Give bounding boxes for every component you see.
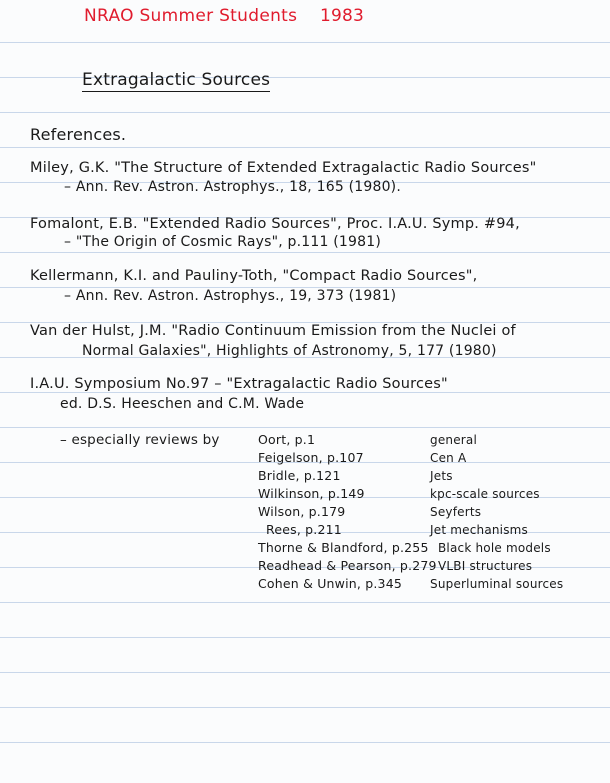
review-topic: Black hole models — [438, 541, 551, 555]
ruled-line — [0, 252, 610, 253]
review-topic: Superluminal sources — [430, 577, 564, 591]
review-name: Cohen & Unwin, p.345 — [258, 576, 403, 591]
ruled-line — [0, 637, 610, 638]
review-name: Bridle, p.121 — [258, 468, 341, 483]
reference-1-line-1: Miley, G.K. "The Structure of Extended Extragalactic Radio Sources" — [30, 160, 537, 176]
header-year: 1983 — [320, 6, 365, 26]
review-name: Oort, p.1 — [258, 432, 316, 447]
ruled-line — [0, 602, 610, 603]
reference-5-line-2: ed. D.S. Heeschen and C.M. Wade — [60, 396, 305, 412]
review-topic: Jet mechanisms — [430, 523, 529, 537]
reference-5-line-1: I.A.U. Symposium No.97 – "Extragalactic Radio Sources" — [30, 376, 448, 392]
reviews-lead: – especially reviews by — [60, 432, 220, 448]
reference-3-line-2: – Ann. Rev. Astron. Astrophys., 19, 373 (1981) — [64, 288, 397, 304]
reference-4-line-2: Normal Galaxies", Highlights of Astronomy, 5, 177 (1980) — [82, 343, 497, 359]
ruled-line — [0, 672, 610, 673]
header-program: NRAO Summer Students — [84, 6, 298, 26]
review-topic: Seyferts — [430, 505, 482, 519]
reference-2-line-2: – "The Origin of Cosmic Rays", p.111 (1981) — [64, 234, 381, 250]
review-name: Wilson, p.179 — [258, 504, 346, 519]
ruled-line — [0, 742, 610, 743]
review-topic: kpc-scale sources — [430, 487, 540, 501]
review-name: Rees, p.211 — [266, 522, 342, 537]
review-name: Thorne & Blandford, p.255 — [258, 540, 429, 555]
reference-2-line-1: Fomalont, E.B. "Extended Radio Sources", Proc. I.A.U. Symp. #94, — [30, 216, 520, 232]
review-name: Feigelson, p.107 — [258, 450, 364, 465]
reference-1-line-2: – Ann. Rev. Astron. Astrophys., 18, 165 (1980). — [64, 179, 401, 195]
ruled-line — [0, 392, 610, 393]
review-topic: Cen A — [430, 451, 467, 465]
review-topic: Jets — [430, 469, 453, 483]
ruled-line — [0, 707, 610, 708]
ruled-line — [0, 147, 610, 148]
page-title: Extragalactic Sources — [82, 70, 271, 90]
review-name: Wilkinson, p.149 — [258, 486, 365, 501]
ruled-line — [0, 42, 610, 43]
reference-4-line-1: Van der Hulst, J.M. "Radio Continuum Emission from the Nuclei of — [30, 323, 516, 339]
references-heading: References. — [30, 125, 127, 144]
reference-3-line-1: Kellermann, K.I. and Pauliny-Toth, "Compact Radio Sources", — [30, 268, 478, 284]
review-topic: VLBI structures — [438, 559, 533, 573]
review-topic: general — [430, 433, 478, 447]
ruled-line — [0, 112, 610, 113]
review-name: Readhead & Pearson, p.279 — [258, 558, 437, 573]
ruled-line — [0, 427, 610, 428]
